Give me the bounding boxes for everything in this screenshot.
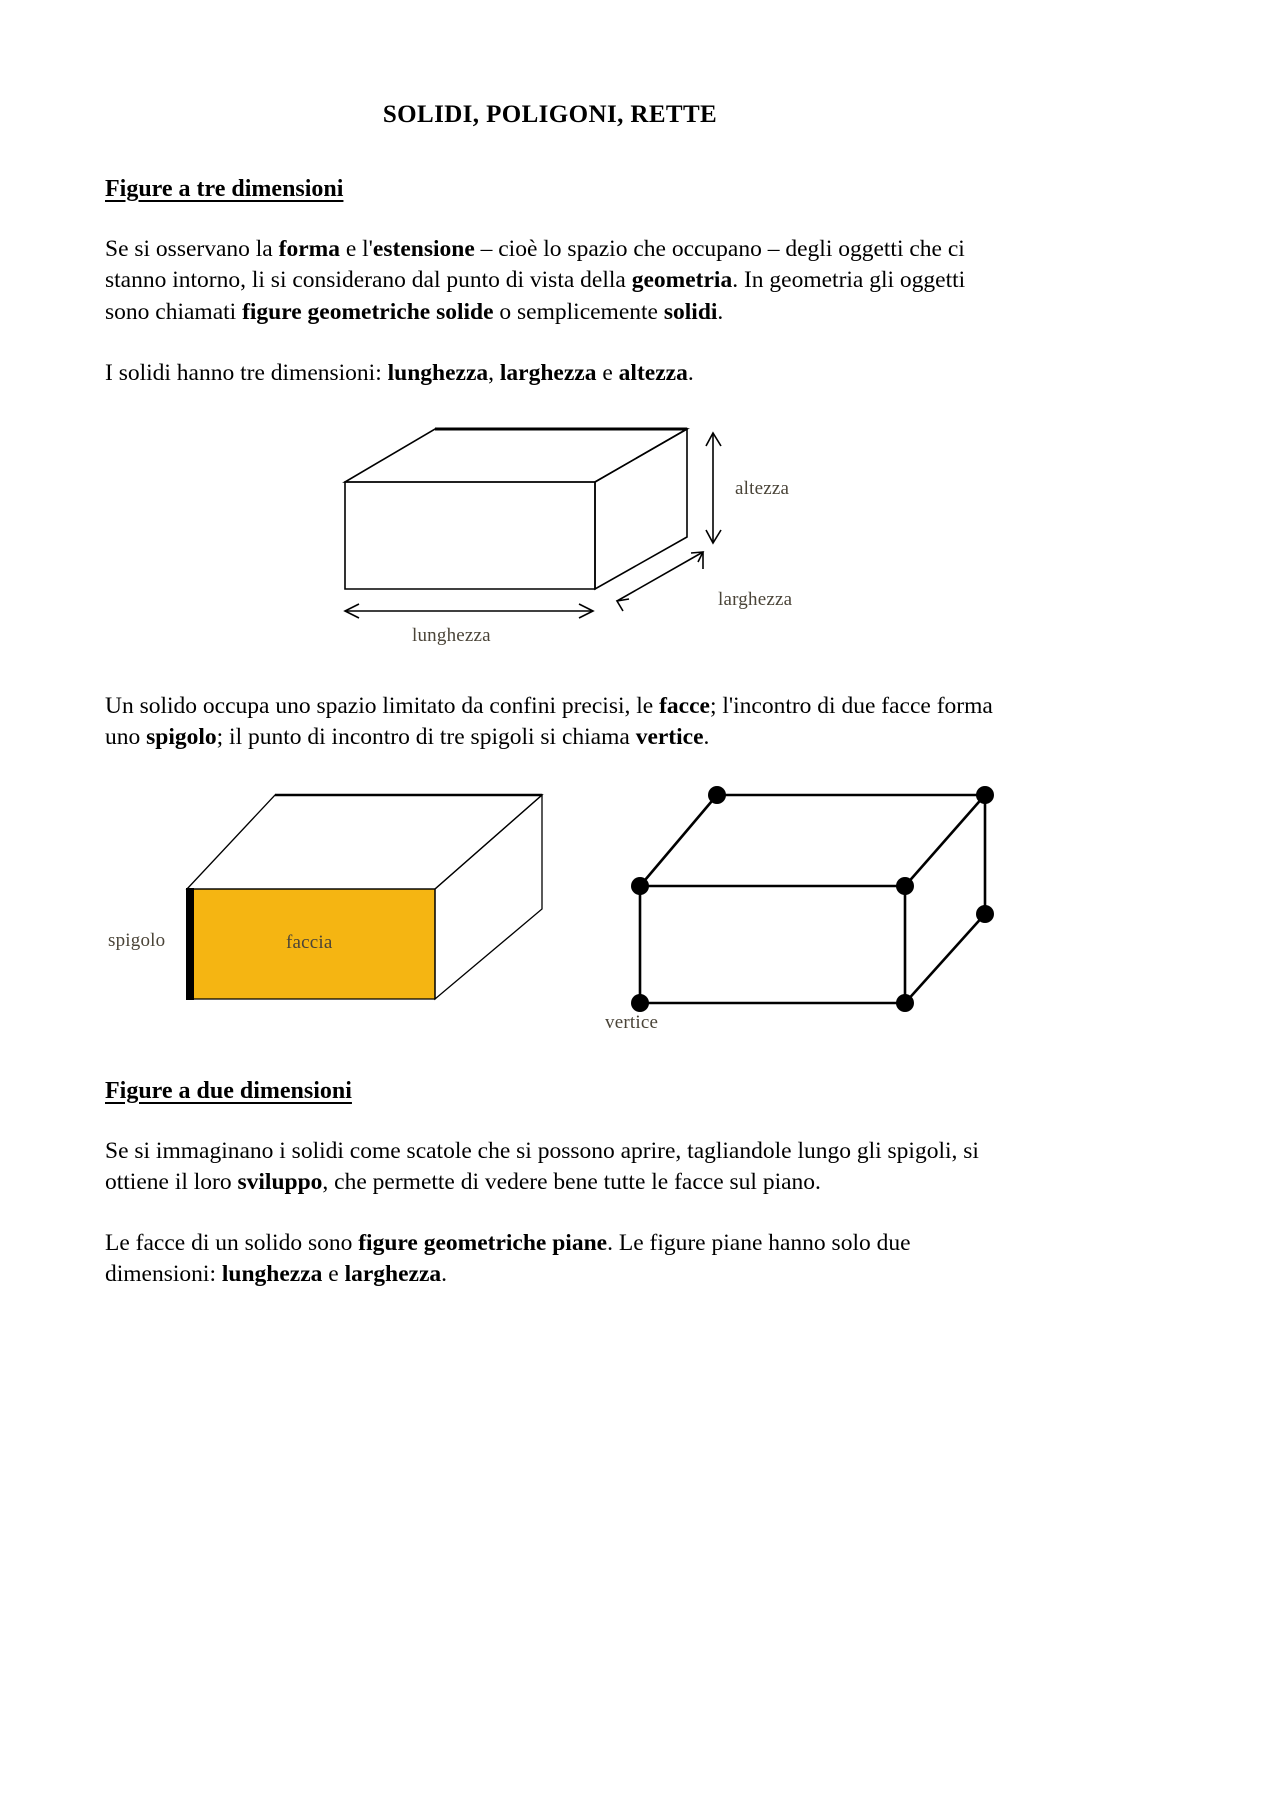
emphasis-term: facce (659, 693, 710, 719)
text-run: – cioè lo spazio che occupano – degli oggetti che ci stanno intorno, li si considerano dal punto di vista della (105, 236, 965, 294)
figure-label-spigolo: spigolo (108, 929, 166, 951)
text-run: . (687, 359, 694, 386)
text-run: Le facce di un solido sono (105, 1230, 359, 1256)
figure-face-edge-vertex (105, 784, 995, 1046)
emphasis-term: spigolo (146, 724, 217, 751)
text-run: . (703, 724, 710, 751)
figure-label-larghezza: larghezza (718, 589, 793, 610)
emphasis-term: sviluppo (237, 1168, 323, 1195)
paragraph-sviluppo (105, 1136, 995, 1199)
text-run: , che permette di vedere bene tutte le facce sul piano. (322, 1168, 821, 1195)
emphasis-term: lunghezza (221, 1261, 323, 1288)
text-run: . In geometria gli oggetti sono chiamati (105, 267, 966, 325)
text-run: I solidi hanno tre dimensioni: (105, 359, 388, 386)
paragraph-tre-dimensioni (105, 358, 995, 389)
text-run: . Le figure piane hanno solo due dimensioni: (105, 1230, 911, 1288)
paragraph-facce-spigoli-vertici (105, 691, 995, 754)
text-run: ; il punto di incontro di tre spigoli si chiama (216, 724, 636, 751)
emphasis-term: figure geometriche piane (358, 1230, 608, 1256)
figure-label-vertice: vertice (605, 1011, 659, 1033)
text-run: , (488, 359, 500, 386)
left-solid (187, 795, 542, 1000)
text-run: Se si immaginano i solidi come scatole che si possono aprire, tagliandole lungo gli spigoli, si ottiene il loro (105, 1137, 979, 1195)
page-title: SOLIDI, POLIGONI, RETTE (382, 101, 718, 128)
emphasis-term: figure geometriche solide (242, 298, 494, 325)
text-run: . (717, 298, 724, 325)
paragraph-figure-piane (105, 1228, 995, 1291)
emphasis-term: estensione (372, 236, 475, 262)
face-edge-vertex-svg (105, 784, 995, 1046)
text-run: ; l'incontro di due facce forma uno (105, 693, 993, 751)
width-dimension-arrow (617, 552, 703, 611)
emphasis-term: forma (278, 236, 340, 262)
paragraph-definizione-solidi (105, 234, 995, 328)
text-run: Se si osservano la (105, 236, 279, 262)
emphasis-term: larghezza (499, 359, 597, 386)
figure-label-altezza: altezza (735, 478, 790, 499)
text-run: e (322, 1261, 345, 1288)
emphasis-term: altezza (618, 359, 688, 386)
vertex-dots (631, 786, 994, 1012)
figure-label-lunghezza: lunghezza (412, 625, 491, 646)
emphasis-term: solidi (663, 298, 718, 325)
text-run: . (441, 1261, 448, 1288)
text-run: o semplicemente (493, 298, 664, 325)
document-content (105, 100, 995, 1321)
right-wireframe-cube (631, 786, 994, 1012)
section-heading-figure-a-tre-dimensioni: Figure a tre dimensioni (105, 176, 344, 202)
text-run: e (596, 359, 619, 386)
emphasis-term: larghezza (344, 1261, 442, 1288)
figure-label-faccia: faccia (286, 931, 333, 953)
dimensions-box-svg (105, 419, 995, 669)
length-dimension-arrow (345, 604, 593, 618)
text-run: Un solido occupa uno spazio limitato da confini precisi, le (105, 693, 660, 719)
text-run: e l' (339, 236, 373, 262)
figure-dimensions-box (105, 419, 995, 669)
box-wireframe (345, 429, 687, 589)
section-heading-figure-a-due-dimensioni: Figure a due dimensioni (105, 1077, 352, 1104)
emphasis-term: lunghezza (387, 359, 489, 386)
emphasis-term: vertice (635, 724, 704, 751)
height-dimension-arrow (706, 433, 721, 543)
emphasis-term: geometria (631, 267, 733, 294)
